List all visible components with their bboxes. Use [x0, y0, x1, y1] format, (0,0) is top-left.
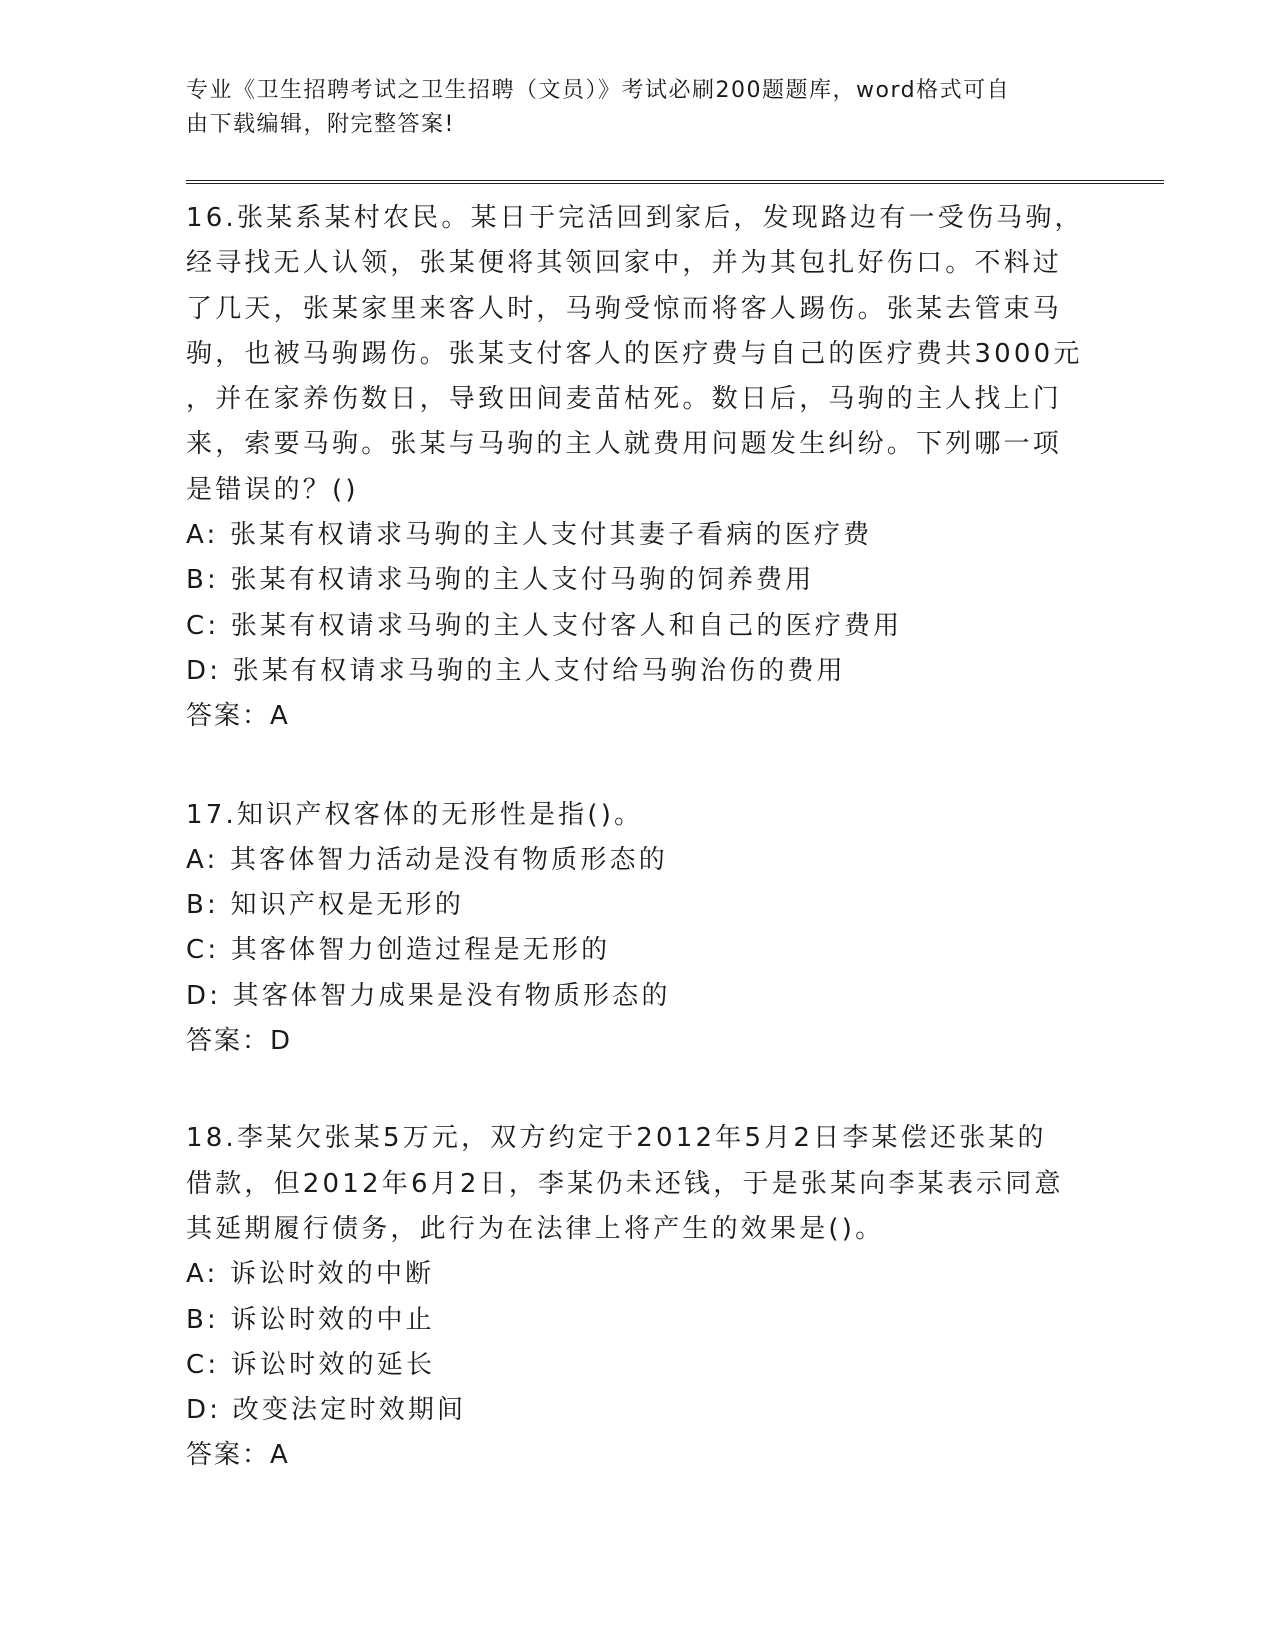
option-b: B: 诉讼时效的中止	[186, 1304, 435, 1335]
question-stem-line: ，并在家养伤数日，导致田间麦苗枯死。数日后，马驹的主人找上门	[186, 384, 1063, 415]
option-d: D: 改变法定时效期间	[186, 1395, 467, 1426]
question-stem-line: 18.李某欠张某5万元，双方约定于2012年5月2日李某偿还张某的	[186, 1123, 1047, 1154]
question-stem-line: 17.知识产权客体的无形性是指()。	[186, 799, 644, 830]
question-stem-line: 驹，也被马驹踢伤。张某支付客人的医疗费与自己的医疗费共3000元	[186, 338, 1083, 369]
question-stem-line: 了几天，张某家里来客人时，马驹受惊而将客人踢伤。张某去管束马	[186, 293, 1063, 324]
option-d: D: 张某有权请求马驹的主人支付给马驹治伤的费用	[186, 655, 846, 686]
answer: 答案：A	[186, 701, 290, 732]
option-c: C: 其客体智力创造过程是无形的	[186, 935, 611, 966]
question-stem-line: 16.张某系某村农民。某日于完活回到家后，发现路边有一受伤马驹，	[186, 203, 1084, 233]
option-d: D: 其客体智力成果是没有物质形态的	[186, 980, 671, 1011]
question-stem-line: 经寻找无人认领，张某便将其领回家中，并为其包扎好伤口。不料过	[186, 248, 1063, 279]
option-a: A: 诉讼时效的中断	[186, 1259, 435, 1290]
option-b: B: 知识产权是无形的	[186, 890, 465, 921]
document-page	[186, 74, 1096, 1479]
header-divider	[186, 180, 1164, 184]
answer: 答案：A	[186, 1440, 290, 1471]
question-17	[186, 793, 1096, 1065]
question-stem-line: 是错误的？()	[186, 474, 359, 505]
question-stem-line: 来，索要马驹。张某与马驹的主人就费用问题发生纠纷。下列哪一项	[186, 429, 1063, 460]
header-line: 专业《卫生招聘考试之卫生招聘（文员）》考试必刷200题题库，word格式可自	[186, 78, 1011, 103]
question-stem-line: 其延期履行债务，此行为在法律上将产生的效果是()。	[186, 1213, 885, 1244]
document-header	[186, 74, 1066, 142]
option-b: B: 张某有权请求马驹的主人支付马驹的饲养费用	[186, 565, 815, 596]
question-stem-line: 借款，但2012年6月2日，李某仍未还钱，于是张某向李某表示同意	[186, 1168, 1064, 1199]
question-16	[186, 196, 1096, 740]
question-18	[186, 1116, 1096, 1478]
answer: 答案：D	[186, 1026, 293, 1057]
header-line: 由下载编辑，附完整答案!	[186, 112, 455, 137]
option-a: A: 其客体智力活动是没有物质形态的	[186, 844, 668, 875]
option-c: C: 诉讼时效的延长	[186, 1349, 436, 1380]
option-a: A: 张某有权请求马驹的主人支付其妻子看病的医疗费	[186, 520, 873, 551]
option-c: C: 张某有权请求马驹的主人支付客人和自己的医疗费用	[186, 610, 903, 641]
